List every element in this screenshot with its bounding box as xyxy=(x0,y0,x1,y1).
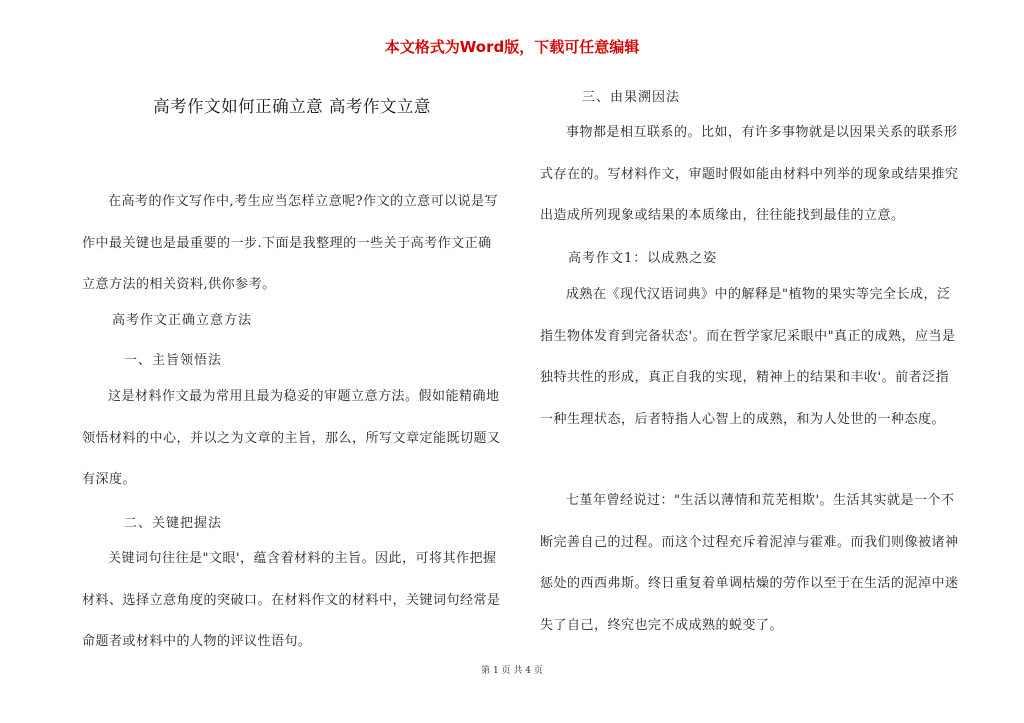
intro-paragraph: 在高考的作文写作中,考生应当怎样立意呢?作文的立意可以说是写作中最关键也是最重要的一步.下面是我整理的一些关于高考作文正确立意方法的相关资料,供你参考。 xyxy=(82,194,499,292)
section-paragraph-3: 事物都是相互联系的。比如，有许多事物就是以因果关系的联系形式存在的。写材料作文，审题时假如能由材料中列举的现象或结果推究出造成所列现象或结果的本质缘由，往往能找到最佳的立意。 xyxy=(540,125,959,223)
section-paragraph-2: 关键词句往往是"文眼'，蕴含着材料的主旨。因此，可将其作把握材料、选择立意角度的突破口。在材料作文的材料中，关键词句经常是命题者或材料中的人物的评议性语句。 xyxy=(82,551,501,649)
section-heading-3: 三、由果溯因法 xyxy=(582,90,681,105)
methods-heading: 高考作文正确立意方法 xyxy=(112,313,253,328)
page-number: 第 1 页 共 4 页 xyxy=(481,666,543,676)
essay-paragraph-1: 成熟在《现代汉语词典》中的解释是"植物的果实等完全长成，泛指生物体发育到完备状态'。而在哲学家尼采眼中"真正的成熟，应当是独特共性的形成，真正自我的实现，精神上的结果和丰收'。前者泛指一种生理状态，后者特指人心智上的成熟，和为人处世的一种态度。 xyxy=(540,287,956,427)
essay-paragraph-2: 七堇年曾经说过："生活以薄情和荒芜相欺'。生活其实就是一个不断完善自己的过程。而这个过程充斥着泥淖与霍难。而我们则像被诸神惩处的西西弗斯。终日重复着单调枯燥的劳作以至于在生活的泥淖中迷失了自己，终究也完不成成熟的蜕变了。 xyxy=(540,493,959,633)
document-title: 高考作文如何正确立意 高考作文立意 xyxy=(153,97,431,116)
section-heading-1: 一、主旨领悟法 xyxy=(124,353,223,368)
section-heading-2: 二、关键把握法 xyxy=(124,516,223,531)
section-paragraph-1: 这是材料作文最为常用且最为稳妥的审题立意方法。假如能精确地领悟材料的中心，并以之为文章的主旨，那么，所写文章定能既切题又有深度。 xyxy=(82,389,501,487)
edit-banner: 本文格式为Word版，下载可任意编辑 xyxy=(384,38,640,56)
essay-title: 高考作文1：以成熟之姿 xyxy=(568,251,718,266)
